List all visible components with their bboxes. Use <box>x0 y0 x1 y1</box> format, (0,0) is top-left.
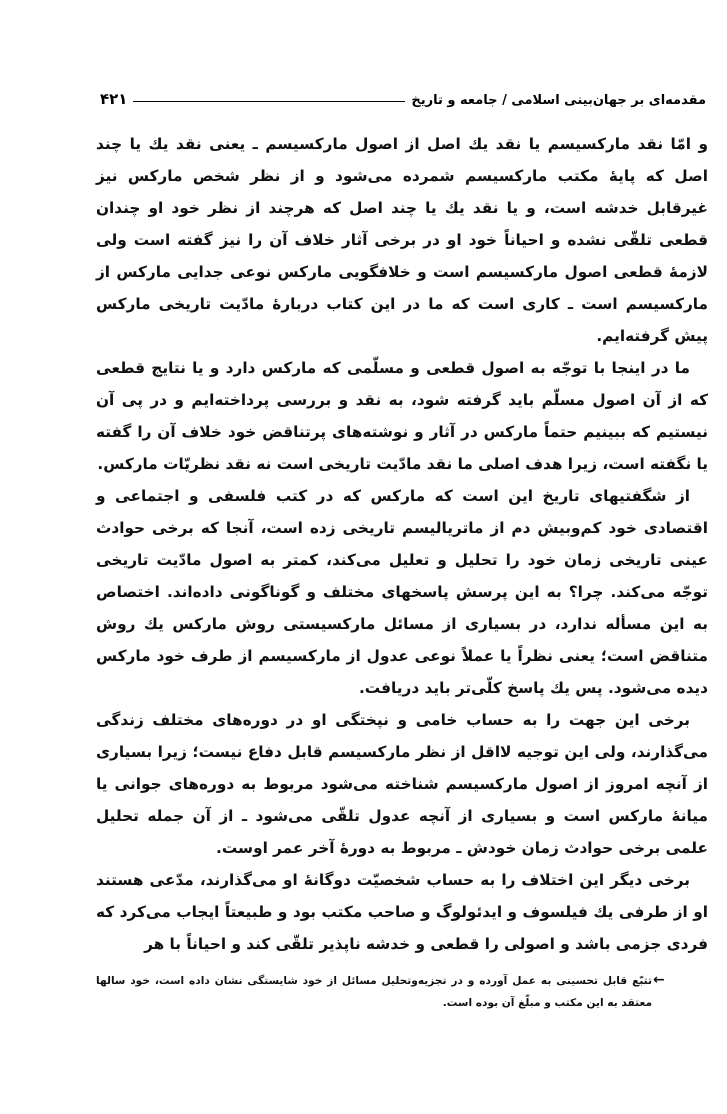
page-number: ۴۲۱ <box>100 90 128 108</box>
main-text <box>96 128 708 960</box>
paragraph: از شگفتیهای تاریخ این است که مارکس که در کتب فلسفی و اجتماعی و اقتصادی خود کم‌وبیش دم از ماتریالیسم تاریخی زده است، آنجا که برخی حوادث عینی تاریخی زمان خود را تحلیل و تعلیل می‌کند، کمتر به اصول مادّیت تاریخی توجّه می‌کند. چرا؟ به این پرسش پاسخهای مختلف و گوناگونی داده‌اند. اختصاص به این مسأله ندارد، در بسیاری از مسائل مارکسیستی روش مارکس یك روش متناقض است؛ یعنی نظراً یا عملاً نوعی عدول از مارکسیسم از طرف خود مارکس دیده می‌شود. پس یك پاسخ کلّی‌تر باید دریافت. <box>96 487 708 697</box>
footnote: تتبّع قابل تحسینی به عمل آورده و در تجزیه‌وتحلیل مسائل از خود شایستگی نشان داده است، خود سالها معتقد به این مکتب و مبلّغ آن بوده است. <box>96 975 652 1009</box>
header-rule <box>133 101 405 102</box>
footnote-arrow-icon: ← <box>653 972 665 988</box>
paragraph: ما در اینجا با توجّه به اصول قطعی و مسلّمی که مارکس دارد و یا نتایج قطعی که از آن اصول مسلّم باید گرفته شود، به نقد و بررسی پرداخته‌ایم و در پی آن نیستیم که ببینیم حتماً مارکس در آثار و نوشته‌های پرتناقض خود خلاف آن را گفته یا نگفته است، زیرا هدف اصلی ما نقد مادّیت تاریخی است نه نقد نظریّات مارکس. <box>96 359 708 473</box>
running-header <box>100 78 706 108</box>
header-title: مقدمه‌ای بر جهان‌بینی اسلامی / جامعه و تاریخ <box>411 93 706 108</box>
paragraph: و امّا نقد مارکسیسم یا نقد یك اصل از اصول مارکسیسم ـ یعنی نقد یك یا چند اصل که پایهٔ مکتب مارکسیسم شمرده می‌شود و از نظر شخص مارکس نیز غیرقابل خدشه است، و یا نقد یك یا چند اصل که هرچند از نظر خود او چندان قطعی تلقّی نشده و احیاناً خود او در برخی آثار خلاف آن را نیز گفته است ولی لازمهٔ قطعی اصول مارکسیسم است و خلافگویی مارکس نوعی جدایی مارکس از مارکسیسم است ـ کاری است که ما در این کتاب دربارهٔ مادّیت تاریخی مارکس پیش گرفته‌ایم. <box>96 135 708 345</box>
paragraph: برخی این جهت را به حساب خامی و نپختگی او در دوره‌های مختلف زندگی می‌گذارند، ولی این توجیه لااقل از نظر مارکسیسم قابل دفاع نیست؛ زیرا بسیاری از آنچه امروز از اصول مارکسیسم شناخته می‌شود مربوط به دوره‌های جوانی یا میانهٔ مارکس است و بسیاری از آنچه عدول تلقّی می‌شود ـ از آن جمله تحلیل علمی برخی حوادث زمان خودش ـ مربوط به دورهٔ آخر عمر اوست. <box>96 711 708 857</box>
paragraph: برخی دیگر این اختلاف را به حساب شخصیّت دوگانهٔ او می‌گذارند، مدّعی هستند او از طرفی یك فیلسوف و ایدئولوگ و صاحب مکتب بود و طبیعتاً ایجاب می‌کرد که فردی جزمی باشد و اصولی را قطعی و خدشه ناپذیر تلقّی کند و احیاناً با هر <box>96 871 708 953</box>
